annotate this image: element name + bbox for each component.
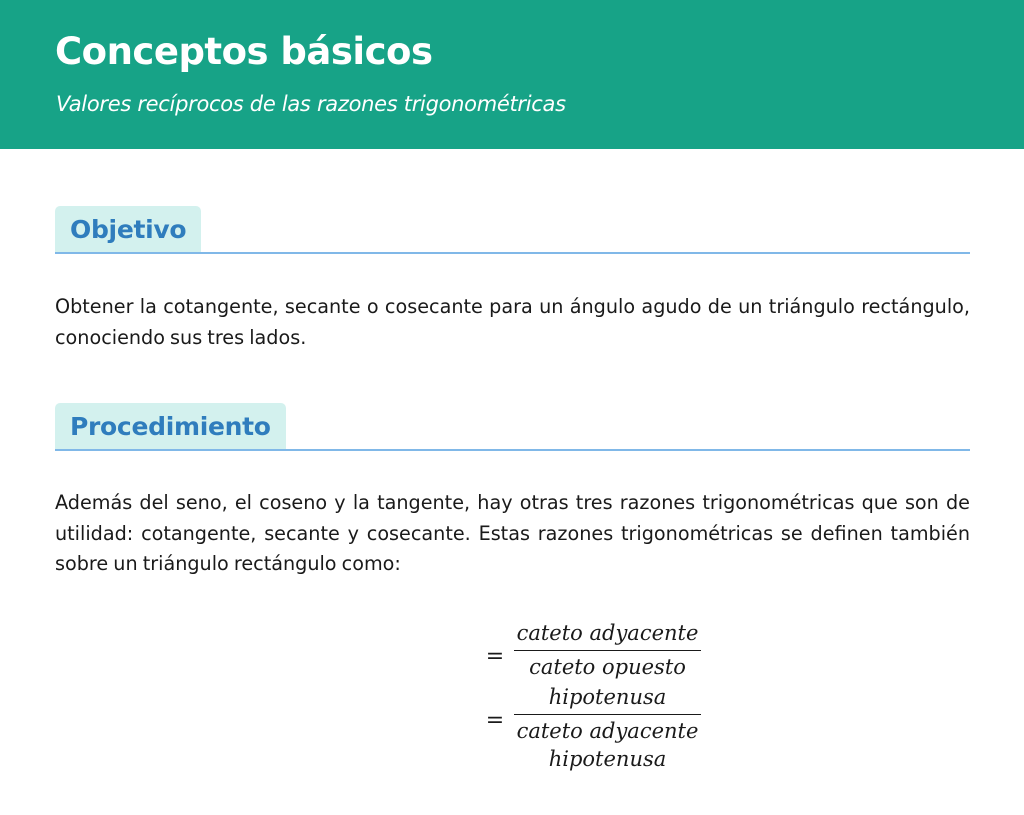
fraction: [514, 619, 701, 681]
section-heading-objetivo: Objetivo: [55, 206, 201, 252]
fraction: [514, 683, 701, 745]
section-objetivo: [55, 204, 970, 353]
fraction-numerator: hipotenusa: [548, 747, 667, 771]
objective-paragraph: Obtener la cotangente, secante o cosecante para un ángulo agudo de un triángulo rectángulo, conociendo sus tres lados.: [55, 295, 970, 349]
fraction-denominator: cateto opuesto: [529, 655, 686, 679]
section-heading-procedimiento: Procedimiento: [55, 403, 286, 449]
fraction-bar: [514, 650, 701, 651]
section-heading-bar: [55, 204, 970, 254]
section-heading-bar: [55, 401, 970, 451]
formula-block: [0, 612, 1024, 772]
section-procedimiento: [55, 401, 970, 580]
page-header: [0, 0, 1024, 149]
procedure-paragraph: Además del seno, el coseno y la tangente, hay otras tres razones trigonométricas que son de utilidad: cotangente, secante y cosecante. Estas razones trigonométricas se definen también sobre un triángulo rectángulo como:: [55, 491, 970, 575]
fraction-denominator: cateto adyacente: [516, 719, 699, 743]
page-title: Conceptos básicos: [55, 30, 433, 73]
page-subtitle: Valores recíprocos de las razones trigonométricas: [56, 92, 566, 116]
fraction-numerator: cateto adyacente: [516, 621, 699, 645]
equals-sign: =: [485, 708, 505, 733]
fraction-bar: [514, 714, 701, 715]
equals-sign: =: [485, 644, 505, 669]
fraction-numerator: hipotenusa: [548, 685, 667, 709]
fraction: [514, 745, 701, 773]
